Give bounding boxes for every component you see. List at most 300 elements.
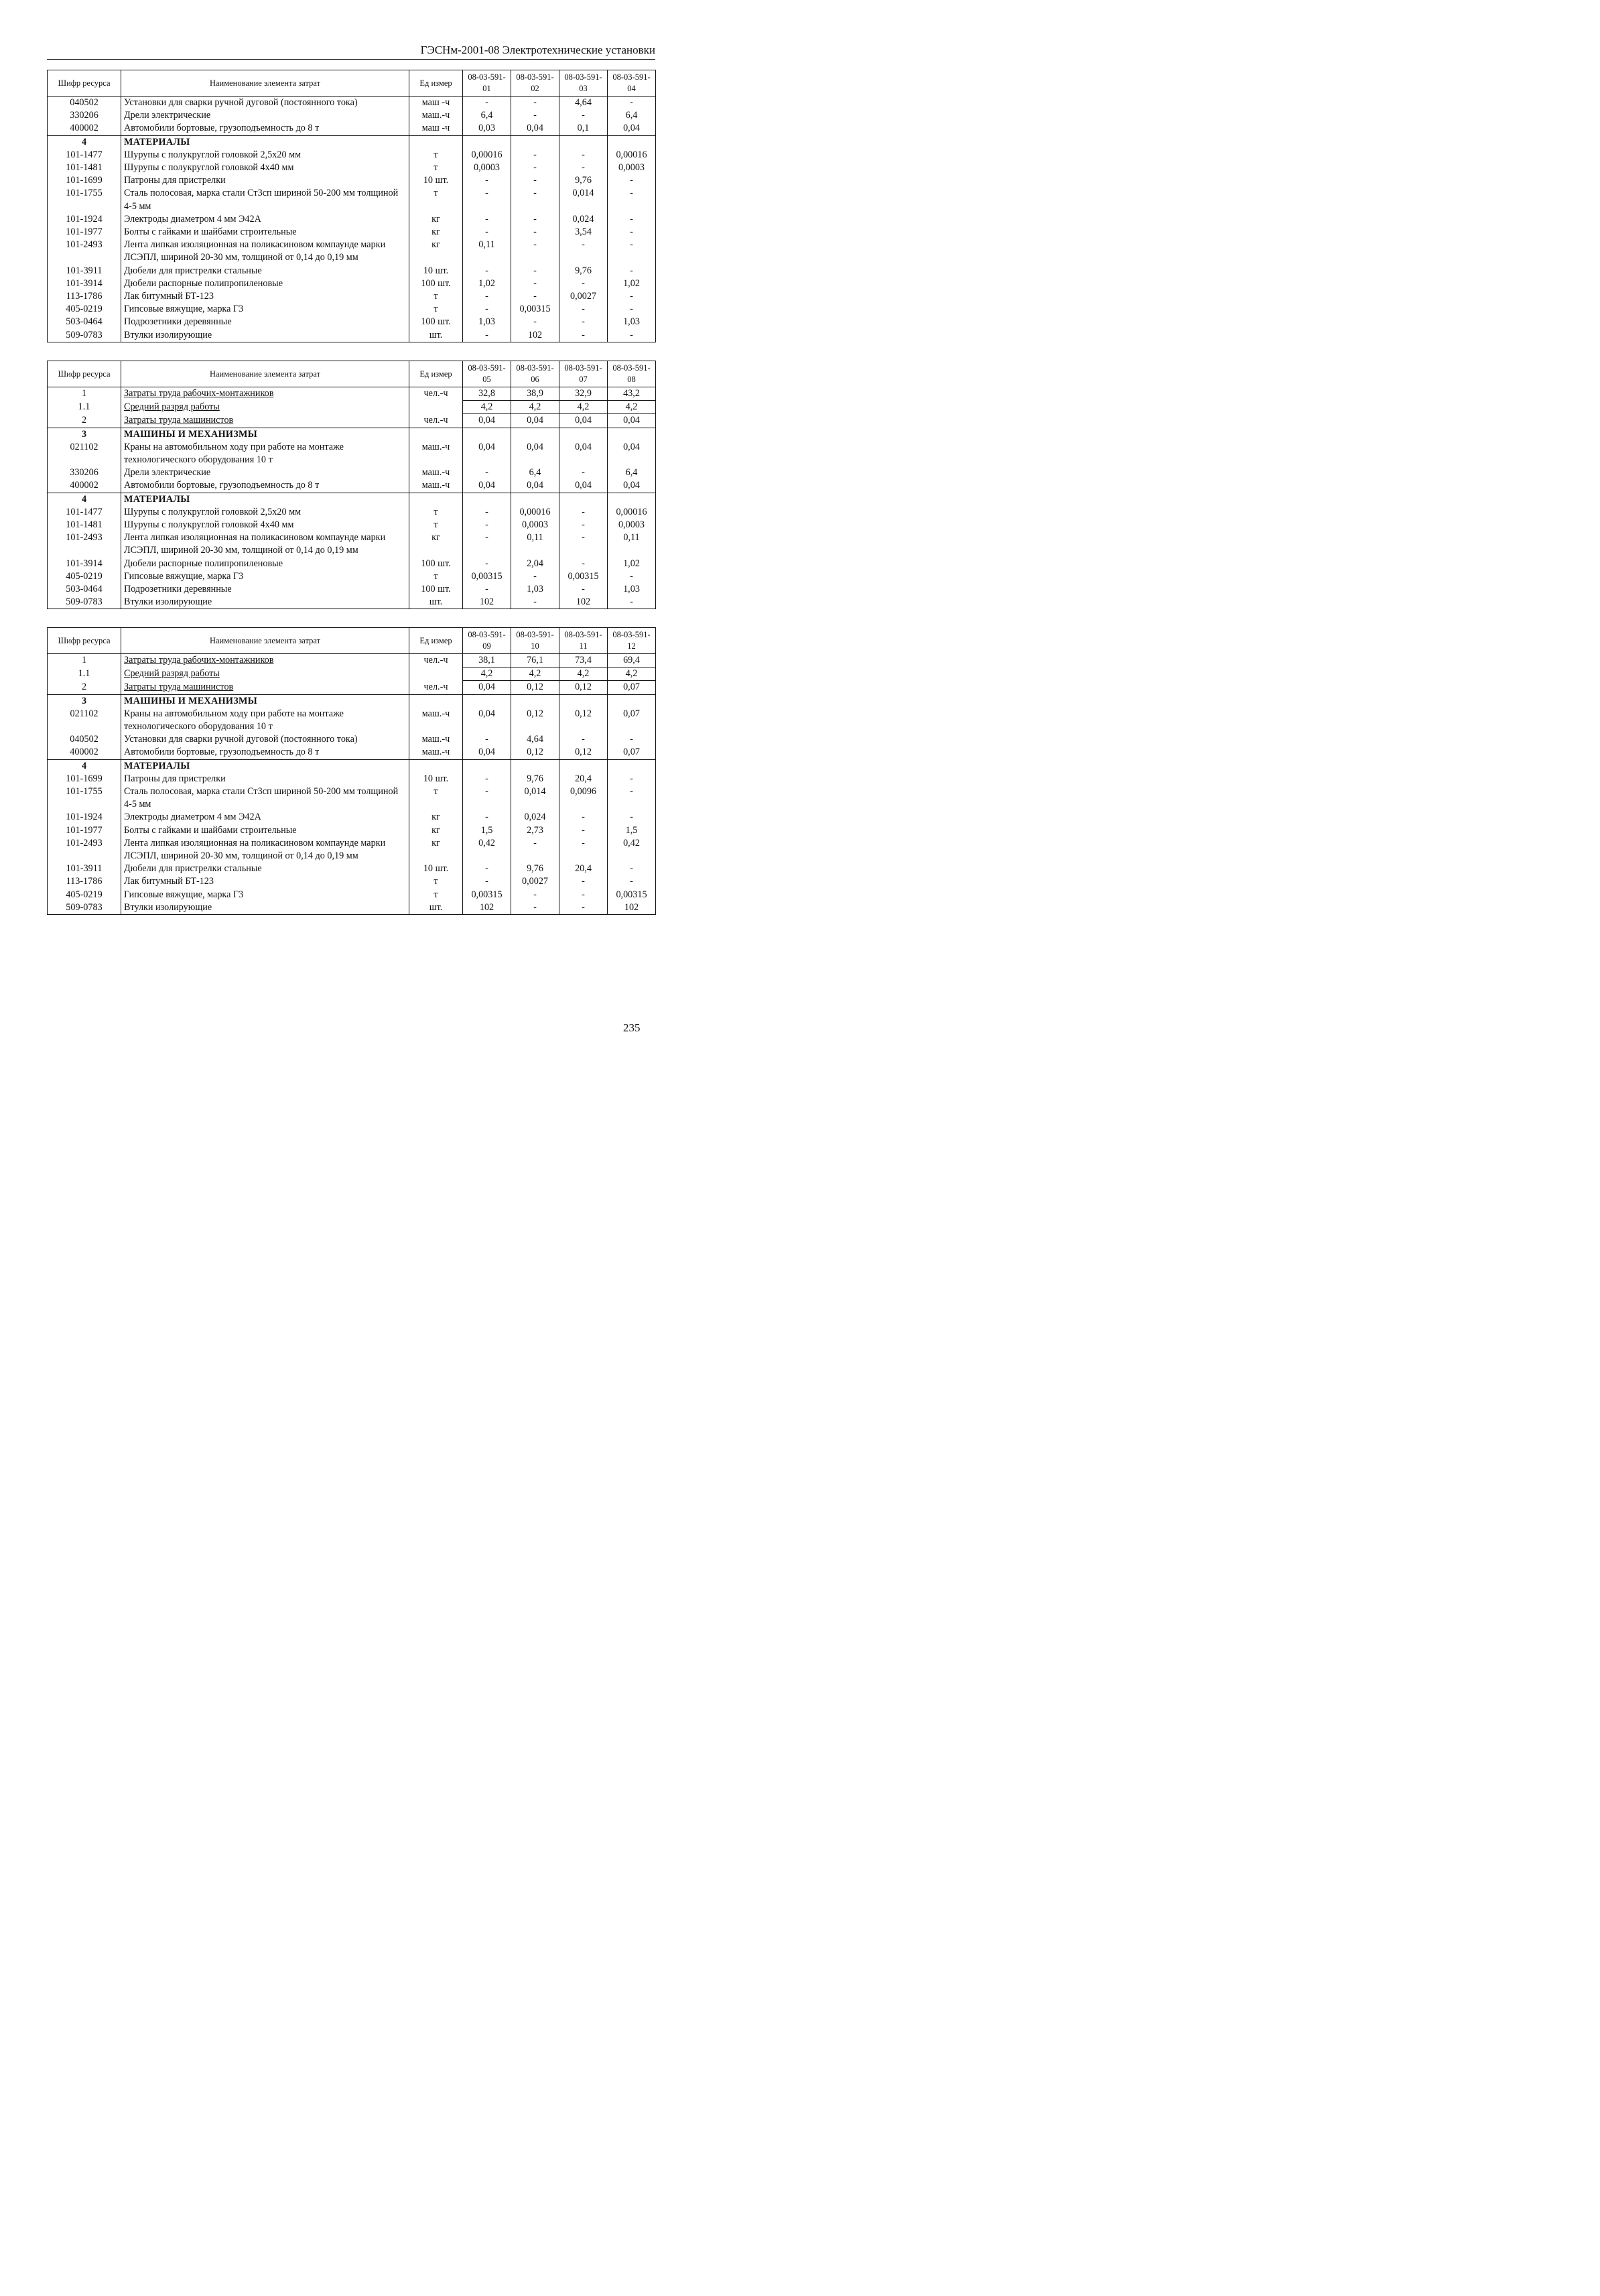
section-row [48, 428, 656, 441]
value-cell: - [559, 239, 608, 264]
value-cell: 0,00315 [608, 889, 656, 901]
resource-name-cell: Электроды диаметром 4 мм Э42А [121, 213, 409, 226]
resource-code-cell: 101-1699 [48, 773, 121, 785]
value-cell: 1,02 [463, 277, 511, 290]
value-cell: - [511, 187, 559, 212]
value-cell: 4,2 [559, 401, 608, 414]
table-row [48, 596, 656, 609]
table-row [48, 667, 656, 681]
resource-name-cell: Подрозетники деревянные [121, 316, 409, 328]
value-cell: 0,04 [608, 479, 656, 493]
unit-cell: чел.-ч [409, 654, 463, 667]
column-header-name: Наименование элемента затрат [121, 361, 409, 387]
resource-code-cell: 503-0464 [48, 316, 121, 328]
value-cell: 0,12 [511, 746, 559, 759]
value-cell [463, 493, 511, 506]
value-cell: - [511, 174, 559, 187]
value-cell: 0,04 [463, 708, 511, 733]
value-cell: 4,2 [463, 401, 511, 414]
table-row [48, 531, 656, 557]
table-row [48, 681, 656, 694]
resource-code-cell: 1 [48, 387, 121, 401]
value-cell: 0,00315 [559, 570, 608, 583]
value-cell: - [463, 785, 511, 811]
value-cell: 0,04 [559, 479, 608, 493]
unit-cell: кг [409, 213, 463, 226]
value-cell: - [511, 837, 559, 863]
value-cell: 76,1 [511, 654, 559, 667]
value-cell: - [463, 863, 511, 875]
unit-cell: кг [409, 837, 463, 863]
value-cell: - [559, 316, 608, 328]
unit-cell: т [409, 785, 463, 811]
value-cell: - [463, 226, 511, 239]
table-row [48, 583, 656, 596]
value-cell [608, 428, 656, 441]
value-cell: 0,12 [559, 746, 608, 759]
resource-code-cell: 101-1755 [48, 187, 121, 212]
resource-code-cell: 101-3914 [48, 277, 121, 290]
value-cell: 0,11 [608, 531, 656, 557]
value-cell: - [463, 213, 511, 226]
table-row [48, 708, 656, 733]
resource-code-cell: 101-1477 [48, 506, 121, 519]
unit-cell [409, 667, 463, 681]
table-row [48, 570, 656, 583]
resource-name-cell: Дюбели распорные полипропиленовые [121, 558, 409, 570]
resource-code-cell: 2 [48, 681, 121, 694]
value-cell: 0,42 [463, 837, 511, 863]
resource-table-2 [47, 361, 656, 609]
table-row [48, 889, 656, 901]
unit-cell: маш.-ч [409, 109, 463, 122]
resource-name-cell: Лента липкая изоляционная на поликасиновом компаунде марки ЛСЭПЛ, шириной 20-30 мм, толщиной от 0,14 до 0,19 мм [121, 837, 409, 863]
value-cell: 6,4 [608, 466, 656, 479]
value-cell: - [511, 889, 559, 901]
value-cell: 1,03 [463, 316, 511, 328]
value-cell: - [559, 824, 608, 837]
value-cell: - [608, 97, 656, 110]
table-row [48, 303, 656, 316]
resource-code-cell: 405-0219 [48, 303, 121, 316]
column-header-norm: 08-03-591-01 [463, 70, 511, 97]
table-row [48, 441, 656, 466]
table-body [48, 387, 656, 609]
value-cell: - [511, 265, 559, 277]
value-cell: - [559, 519, 608, 531]
value-cell: - [608, 733, 656, 746]
table-row [48, 109, 656, 122]
value-cell: 4,2 [608, 667, 656, 681]
column-header-norm: 08-03-591-04 [608, 70, 656, 97]
value-cell [511, 493, 559, 506]
resource-code-cell: 101-1755 [48, 785, 121, 811]
section-row [48, 694, 656, 708]
value-cell: 0,07 [608, 746, 656, 759]
resource-code-cell: 101-3911 [48, 265, 121, 277]
resource-name-cell: Сталь полосовая, марка стали Ст3сп шириной 50-200 мм толщиной 4-5 мм [121, 187, 409, 212]
column-header-norm: 08-03-591-09 [463, 628, 511, 654]
unit-cell: кг [409, 824, 463, 837]
value-cell: 4,64 [511, 733, 559, 746]
column-header-norm: 08-03-591-11 [559, 628, 608, 654]
value-cell: - [608, 174, 656, 187]
resource-code-cell: 330206 [48, 466, 121, 479]
resource-code-cell: 400002 [48, 746, 121, 759]
unit-cell [409, 694, 463, 708]
value-cell: - [511, 109, 559, 122]
unit-cell: 100 шт. [409, 277, 463, 290]
unit-cell: 100 шт. [409, 558, 463, 570]
value-cell: 9,76 [559, 265, 608, 277]
resource-name-cell: МАТЕРИАЛЫ [121, 759, 409, 773]
table-row [48, 875, 656, 888]
value-cell: - [511, 596, 559, 609]
unit-cell: т [409, 149, 463, 162]
value-cell: 0,07 [608, 681, 656, 694]
unit-cell: маш.-ч [409, 733, 463, 746]
value-cell: - [511, 213, 559, 226]
value-cell: 0,12 [559, 708, 608, 733]
value-cell: - [511, 316, 559, 328]
value-cell: 4,64 [559, 97, 608, 110]
value-cell: - [608, 329, 656, 342]
table-header [48, 361, 656, 387]
table-row [48, 149, 656, 162]
value-cell: 1,02 [608, 558, 656, 570]
value-cell: 0,12 [559, 681, 608, 694]
resource-name-cell: Шурупы с полукруглой головкой 2,5х20 мм [121, 149, 409, 162]
unit-cell: чел.-ч [409, 414, 463, 428]
resource-name-cell: Гипсовые вяжущие, марка Г3 [121, 303, 409, 316]
value-cell: 102 [608, 901, 656, 915]
unit-cell: 10 шт. [409, 773, 463, 785]
unit-cell: маш.-ч [409, 441, 463, 466]
value-cell: 0,04 [511, 414, 559, 428]
unit-cell [409, 493, 463, 506]
unit-cell: 100 шт. [409, 316, 463, 328]
value-cell: - [511, 97, 559, 110]
value-cell: 0,12 [511, 681, 559, 694]
resource-name-cell: Установки для сварки ручной дуговой (постоянного тока) [121, 733, 409, 746]
unit-cell: 10 шт. [409, 265, 463, 277]
resource-name-cell: Электроды диаметром 4 мм Э42А [121, 811, 409, 824]
value-cell: 0,024 [559, 213, 608, 226]
value-cell: 0,0003 [608, 162, 656, 174]
value-cell [608, 759, 656, 773]
table-row [48, 773, 656, 785]
column-header-name: Наименование элемента затрат [121, 628, 409, 654]
value-cell: 1,03 [608, 316, 656, 328]
resource-code-cell: 101-1924 [48, 213, 121, 226]
unit-cell: маш.-ч [409, 708, 463, 733]
value-cell: - [463, 265, 511, 277]
value-cell: 43,2 [608, 387, 656, 401]
resource-name-cell: Затраты труда рабочих-монтажников [121, 387, 409, 401]
value-cell: - [559, 506, 608, 519]
value-cell: - [463, 773, 511, 785]
resource-name-cell: Дюбели для пристрелки стальные [121, 265, 409, 277]
value-cell: 4,2 [559, 667, 608, 681]
resource-code-cell: 509-0783 [48, 329, 121, 342]
resource-code-cell: 400002 [48, 122, 121, 135]
value-cell: 9,76 [511, 863, 559, 875]
value-cell: 73,4 [559, 654, 608, 667]
resource-code-cell: 101-3914 [48, 558, 121, 570]
value-cell: 9,76 [559, 174, 608, 187]
table-row [48, 837, 656, 863]
value-cell: 0,04 [608, 414, 656, 428]
resource-name-cell: Автомобили бортовые, грузоподъемность до 8 т [121, 479, 409, 493]
table-row [48, 329, 656, 342]
value-cell: - [559, 303, 608, 316]
value-cell [463, 135, 511, 149]
value-cell [559, 694, 608, 708]
value-cell: - [511, 239, 559, 264]
unit-cell: 10 шт. [409, 863, 463, 875]
resource-name-cell: Средний разряд работы [121, 401, 409, 414]
unit-cell: чел.-ч [409, 681, 463, 694]
value-cell: 0,00016 [608, 506, 656, 519]
page-header-title: ГЭСНм-2001-08 Электротехнические установки [420, 44, 655, 56]
table-row [48, 519, 656, 531]
unit-cell: кг [409, 531, 463, 557]
table-row [48, 733, 656, 746]
value-cell: - [608, 303, 656, 316]
value-cell: 0,014 [511, 785, 559, 811]
value-cell: 69,4 [608, 654, 656, 667]
resource-code-cell: 021102 [48, 708, 121, 733]
value-cell: 0,04 [463, 746, 511, 759]
value-cell: - [608, 596, 656, 609]
value-cell: - [559, 889, 608, 901]
resource-code-cell: 509-0783 [48, 901, 121, 915]
resource-name-cell: Гипсовые вяжущие, марка Г3 [121, 570, 409, 583]
value-cell [463, 694, 511, 708]
value-cell: 0,0003 [463, 162, 511, 174]
unit-cell: т [409, 506, 463, 519]
value-cell: 0,42 [608, 837, 656, 863]
value-cell: - [559, 811, 608, 824]
table-row [48, 824, 656, 837]
resource-name-cell: МАТЕРИАЛЫ [121, 493, 409, 506]
resource-code-cell: 3 [48, 428, 121, 441]
resource-name-cell: Дюбели для пристрелки стальные [121, 863, 409, 875]
resource-code-cell: 113-1786 [48, 290, 121, 303]
value-cell: - [608, 265, 656, 277]
value-cell: 0,00315 [463, 889, 511, 901]
value-cell: 0,12 [511, 708, 559, 733]
value-cell [463, 759, 511, 773]
resource-code-cell: 2 [48, 414, 121, 428]
value-cell: - [463, 329, 511, 342]
table-row [48, 387, 656, 401]
value-cell: - [559, 149, 608, 162]
resource-code-cell: 503-0464 [48, 583, 121, 596]
value-cell: 0,04 [559, 441, 608, 466]
resource-name-cell: Втулки изолирующие [121, 901, 409, 915]
value-cell: 0,00016 [608, 149, 656, 162]
column-header-norm: 08-03-591-12 [608, 628, 656, 654]
unit-cell [409, 759, 463, 773]
column-header-code: Шифр ресурса [48, 628, 121, 654]
table-row [48, 466, 656, 479]
value-cell: 0,0027 [511, 875, 559, 888]
value-cell: 0,0003 [511, 519, 559, 531]
value-cell: - [463, 506, 511, 519]
resource-code-cell: 3 [48, 694, 121, 708]
resource-code-cell: 405-0219 [48, 570, 121, 583]
resource-code-cell: 021102 [48, 441, 121, 466]
value-cell: 20,4 [559, 773, 608, 785]
resource-code-cell: 040502 [48, 733, 121, 746]
value-cell: - [463, 583, 511, 596]
value-cell [559, 759, 608, 773]
resource-code-cell: 400002 [48, 479, 121, 493]
table-row [48, 162, 656, 174]
table-header [48, 628, 656, 654]
resource-code-cell: 1 [48, 654, 121, 667]
value-cell: - [559, 901, 608, 915]
section-row [48, 493, 656, 506]
table-row [48, 863, 656, 875]
value-cell: 0,11 [511, 531, 559, 557]
unit-cell: т [409, 290, 463, 303]
unit-cell: т [409, 570, 463, 583]
unit-cell: чел.-ч [409, 387, 463, 401]
value-cell: - [608, 773, 656, 785]
resource-name-cell: МАШИНЫ И МЕХАНИЗМЫ [121, 428, 409, 441]
resource-table-1 [47, 70, 656, 342]
unit-cell: т [409, 889, 463, 901]
value-cell: - [511, 149, 559, 162]
value-cell: 1,03 [608, 583, 656, 596]
value-cell [559, 493, 608, 506]
value-cell: 32,9 [559, 387, 608, 401]
value-cell: 0,0096 [559, 785, 608, 811]
value-cell: 4,2 [511, 401, 559, 414]
value-cell: - [608, 213, 656, 226]
value-cell [511, 759, 559, 773]
value-cell [511, 428, 559, 441]
value-cell: 0,00315 [511, 303, 559, 316]
value-cell: 6,4 [463, 109, 511, 122]
column-header-norm: 08-03-591-10 [511, 628, 559, 654]
table-row [48, 746, 656, 759]
column-header-name: Наименование элемента затрат [121, 70, 409, 97]
value-cell: - [463, 97, 511, 110]
value-cell: 102 [463, 901, 511, 915]
table-row [48, 901, 656, 915]
value-cell: 4,2 [608, 401, 656, 414]
resource-code-cell: 1.1 [48, 401, 121, 414]
column-header-norm: 08-03-591-05 [463, 361, 511, 387]
resource-name-cell: Краны на автомобильном ходу при работе на монтаже технологического оборудования 10 т [121, 708, 409, 733]
value-cell: 2,73 [511, 824, 559, 837]
value-cell [608, 135, 656, 149]
value-cell: 0,1 [559, 122, 608, 135]
unit-cell [409, 135, 463, 149]
table-row [48, 316, 656, 328]
value-cell: - [463, 303, 511, 316]
value-cell: 4,2 [511, 667, 559, 681]
value-cell [511, 135, 559, 149]
value-cell: - [463, 290, 511, 303]
value-cell: - [559, 583, 608, 596]
resource-name-cell: Автомобили бортовые, грузоподъемность до 8 т [121, 122, 409, 135]
unit-cell: т [409, 875, 463, 888]
value-cell: 4,2 [463, 667, 511, 681]
value-cell: 0,04 [608, 122, 656, 135]
column-header-unit: Ед измер [409, 70, 463, 97]
resource-code-cell: 4 [48, 493, 121, 506]
resource-code-cell: 101-1481 [48, 519, 121, 531]
value-cell: 0,04 [511, 122, 559, 135]
value-cell: - [463, 531, 511, 557]
table-row [48, 277, 656, 290]
table-row [48, 213, 656, 226]
value-cell: - [463, 733, 511, 746]
value-cell: 6,4 [511, 466, 559, 479]
value-cell: - [463, 466, 511, 479]
resource-name-cell: Подрозетники деревянные [121, 583, 409, 596]
table-row [48, 479, 656, 493]
value-cell: - [608, 875, 656, 888]
value-cell: - [463, 519, 511, 531]
resource-name-cell: Сталь полосовая, марка стали Ст3сп шириной 50-200 мм толщиной 4-5 мм [121, 785, 409, 811]
value-cell: 0,04 [463, 414, 511, 428]
table-row [48, 654, 656, 667]
value-cell: 0,0003 [608, 519, 656, 531]
resource-code-cell: 4 [48, 759, 121, 773]
table-row [48, 97, 656, 110]
resource-name-cell: Дюбели распорные полипропиленовые [121, 277, 409, 290]
value-cell: - [463, 174, 511, 187]
value-cell: 0,04 [511, 479, 559, 493]
resource-code-cell: 113-1786 [48, 875, 121, 888]
unit-cell: маш -ч [409, 122, 463, 135]
value-cell: - [559, 837, 608, 863]
column-header-norm: 08-03-591-03 [559, 70, 608, 97]
table-body [48, 97, 656, 342]
resource-name-cell: Лак битумный БТ-123 [121, 875, 409, 888]
value-cell: - [608, 239, 656, 264]
resource-code-cell: 101-1477 [48, 149, 121, 162]
value-cell: 0,03 [463, 122, 511, 135]
unit-cell: маш -ч [409, 97, 463, 110]
resource-code-cell: 101-1977 [48, 824, 121, 837]
value-cell: - [559, 531, 608, 557]
page-number: 235 [623, 1021, 641, 1034]
resource-name-cell: Лента липкая изоляционная на поликасиновом компаунде марки ЛСЭПЛ, шириной 20-30 мм, толщиной от 0,14 до 0,19 мм [121, 239, 409, 264]
value-cell: 32,8 [463, 387, 511, 401]
resource-code-cell: 101-1977 [48, 226, 121, 239]
resource-name-cell: Автомобили бортовые, грузоподъемность до 8 т [121, 746, 409, 759]
table-row [48, 290, 656, 303]
value-cell: 0,00016 [511, 506, 559, 519]
unit-cell: маш.-ч [409, 746, 463, 759]
value-cell: - [608, 290, 656, 303]
value-cell: - [608, 187, 656, 212]
value-cell: - [463, 875, 511, 888]
resource-name-cell: МАТЕРИАЛЫ [121, 135, 409, 149]
value-cell: - [559, 558, 608, 570]
value-cell: 0,07 [608, 708, 656, 733]
value-cell: - [511, 901, 559, 915]
table-row [48, 122, 656, 135]
value-cell: - [511, 290, 559, 303]
table-row [48, 187, 656, 212]
